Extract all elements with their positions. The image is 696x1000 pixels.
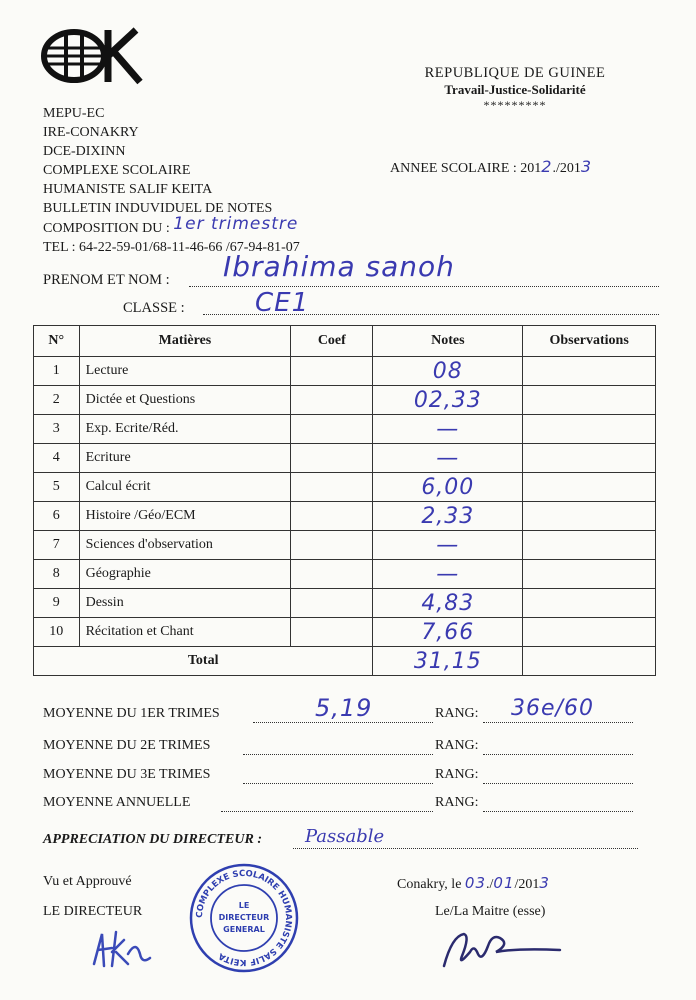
table-row — [34, 473, 656, 502]
republic-title: REPUBLIQUE DE GUINEE — [424, 65, 606, 81]
appreciation-label: APPRECIATION DU DIRECTEUR : — [43, 832, 262, 847]
moyenne-annuelle-row — [43, 795, 643, 811]
moyenne-2-rang-dots — [483, 754, 633, 755]
row-note: 08 — [373, 357, 523, 386]
composition-value: 1er trimestre — [173, 214, 299, 234]
header-line-2: IRE-CONAKRY — [43, 125, 139, 140]
moyenne-1-rang: 36e/60 — [511, 696, 594, 721]
date-month: 01 — [493, 874, 515, 892]
stamp-outer-text: COMPLEXE SCOLAIRE HUMANISTE SALIF KEITA — [194, 868, 294, 968]
school-year — [390, 157, 592, 177]
header-observations: Observations — [523, 326, 656, 357]
table-row — [34, 444, 656, 473]
moyenne-2-rang-label: RANG: — [435, 738, 479, 753]
header-subject: Matières — [79, 326, 291, 357]
moyenne-annuelle-dots — [221, 811, 433, 812]
row-subject: Exp. Ecrite/Réd. — [79, 415, 291, 444]
composition-line — [43, 214, 300, 238]
table-row — [34, 560, 656, 589]
table-total-row — [34, 647, 656, 676]
row-observation — [523, 502, 656, 531]
row-note: — — [373, 415, 523, 444]
moyenne-3-label: MOYENNE DU 3E TRIMES — [43, 767, 211, 782]
row-note: 6,00 — [373, 473, 523, 502]
table-row — [34, 618, 656, 647]
moyenne-1-rang-dots — [483, 722, 633, 723]
row-coef — [291, 415, 373, 444]
row-coef — [291, 531, 373, 560]
row-subject: Récitation et Chant — [79, 618, 291, 647]
row-subject: Lecture — [79, 357, 291, 386]
row-observation — [523, 473, 656, 502]
row-subject: Calcul écrit — [79, 473, 291, 502]
total-value: 31,15 — [373, 647, 523, 676]
header-line-5: HUMANISTE SALIF KEITA — [43, 182, 213, 197]
header-coef: Coef — [291, 326, 373, 357]
school-header — [43, 104, 300, 257]
appreciation-value: Passable — [305, 826, 385, 847]
row-note: — — [373, 444, 523, 473]
row-observation — [523, 415, 656, 444]
row-number: 1 — [34, 357, 80, 386]
date-year-prefix: /201 — [514, 877, 540, 892]
total-label: Total — [34, 647, 373, 676]
moyenne-annuelle-label: MOYENNE ANNUELLE — [43, 795, 191, 810]
grades-table — [33, 325, 656, 676]
student-info — [43, 250, 663, 324]
moyenne-3-dots — [243, 783, 433, 784]
row-coef — [291, 560, 373, 589]
school-year-label: ANNEE SCOLAIRE : 201 — [390, 161, 542, 176]
moyenne-3-row — [43, 767, 643, 783]
row-coef — [291, 618, 373, 647]
row-number: 9 — [34, 589, 80, 618]
row-note: — — [373, 560, 523, 589]
table-row — [34, 386, 656, 415]
appreciation-dots — [293, 848, 638, 849]
student-name-value: Ibrahima sanoh — [223, 250, 455, 283]
row-coef — [291, 386, 373, 415]
row-number: 2 — [34, 386, 80, 415]
header-notes: Notes — [373, 326, 523, 357]
school-year-end-1: 2 — [541, 157, 553, 176]
moyenne-2-label: MOYENNE DU 2E TRIMES — [43, 738, 211, 753]
row-subject: Histoire /Géo/ECM — [79, 502, 291, 531]
moyenne-2-row — [43, 738, 643, 754]
date-day: 03 — [464, 874, 487, 892]
school-stamp — [188, 862, 300, 974]
row-note: 7,66 — [373, 618, 523, 647]
header-line-4: COMPLEXE SCOLAIRE — [43, 163, 191, 178]
table-row — [34, 589, 656, 618]
row-number: 10 — [34, 618, 80, 647]
row-subject: Dictée et Questions — [79, 386, 291, 415]
republic-header — [400, 65, 630, 113]
appreciation-row — [43, 826, 643, 848]
school-year-end-2: 3 — [580, 157, 593, 176]
moyenne-3-rang-label: RANG: — [435, 767, 479, 782]
row-note: 02,33 — [373, 386, 523, 415]
director-title: LE DIRECTEUR — [43, 904, 143, 919]
date-year-end: 3 — [539, 874, 550, 892]
approved-text: Vu et Approuvé — [43, 874, 132, 889]
moyenne-1-dots — [253, 722, 433, 723]
republic-stars: ********* — [483, 98, 547, 112]
moyenne-1-label: MOYENNE DU 1ER TRIMES — [43, 706, 220, 721]
school-year-sep: ./201 — [552, 161, 581, 176]
director-signature — [88, 924, 158, 974]
row-number: 8 — [34, 560, 80, 589]
moyenne-1-rang-label: RANG: — [435, 706, 479, 721]
school-logo-icon — [36, 22, 146, 88]
row-subject: Dessin — [79, 589, 291, 618]
row-coef — [291, 473, 373, 502]
row-number: 4 — [34, 444, 80, 473]
teacher-signature — [440, 922, 580, 972]
row-number: 7 — [34, 531, 80, 560]
table-row — [34, 357, 656, 386]
republic-motto: Travail-Justice-Solidarité — [444, 82, 586, 97]
row-number: 3 — [34, 415, 80, 444]
row-note: 2,33 — [373, 502, 523, 531]
moyenne-2-dots — [243, 754, 433, 755]
row-note: — — [373, 531, 523, 560]
row-coef — [291, 589, 373, 618]
stamp-inner-3: GENERAL — [223, 925, 265, 934]
table-row — [34, 531, 656, 560]
student-class-value: CE1 — [255, 288, 310, 318]
row-observation — [523, 589, 656, 618]
teacher-title: Le/La Maitre (esse) — [435, 904, 546, 919]
row-coef — [291, 444, 373, 473]
row-observation — [523, 560, 656, 589]
student-name-dots — [189, 286, 659, 287]
table-row — [34, 415, 656, 444]
telephone: TEL : 64-22-59-01/68-11-46-66 /67-94-81-07 — [43, 240, 300, 255]
row-coef — [291, 502, 373, 531]
stamp-inner-2: DIRECTEUR — [218, 913, 270, 922]
row-number: 5 — [34, 473, 80, 502]
row-observation — [523, 618, 656, 647]
header-line-3: DCE-DIXINN — [43, 144, 126, 159]
row-observation — [523, 444, 656, 473]
row-note: 4,83 — [373, 589, 523, 618]
student-name-row — [43, 250, 663, 290]
moyenne-annuelle-rang-label: RANG: — [435, 795, 479, 810]
row-number: 6 — [34, 502, 80, 531]
composition-label: COMPOSITION DU : — [43, 221, 170, 236]
row-observation — [523, 386, 656, 415]
table-row — [34, 502, 656, 531]
stamp-inner-1: LE — [238, 901, 250, 910]
place-label: Conakry, le — [397, 877, 462, 892]
header-number: N° — [34, 326, 80, 357]
moyenne-3-rang-dots — [483, 783, 633, 784]
header-line-6: BULLETIN INDUVIDUEL DE NOTES — [43, 201, 273, 216]
row-observation — [523, 357, 656, 386]
row-observation — [523, 531, 656, 560]
moyenne-1-value: 5,19 — [315, 694, 373, 722]
student-class-label: CLASSE : — [123, 300, 185, 316]
student-class-row — [43, 290, 663, 324]
row-subject: Géographie — [79, 560, 291, 589]
total-observation — [523, 647, 656, 676]
moyenne-1-row — [43, 694, 643, 722]
student-name-label: PRENOM ET NOM : — [43, 272, 170, 288]
row-subject: Sciences d'observation — [79, 531, 291, 560]
place-date: Conakry, le 03./01/2013 — [397, 874, 550, 892]
row-subject: Ecriture — [79, 444, 291, 473]
table-header-row — [34, 326, 656, 357]
moyenne-annuelle-rang-dots — [483, 811, 633, 812]
header-line-1: MEPU-EC — [43, 106, 105, 121]
row-coef — [291, 357, 373, 386]
